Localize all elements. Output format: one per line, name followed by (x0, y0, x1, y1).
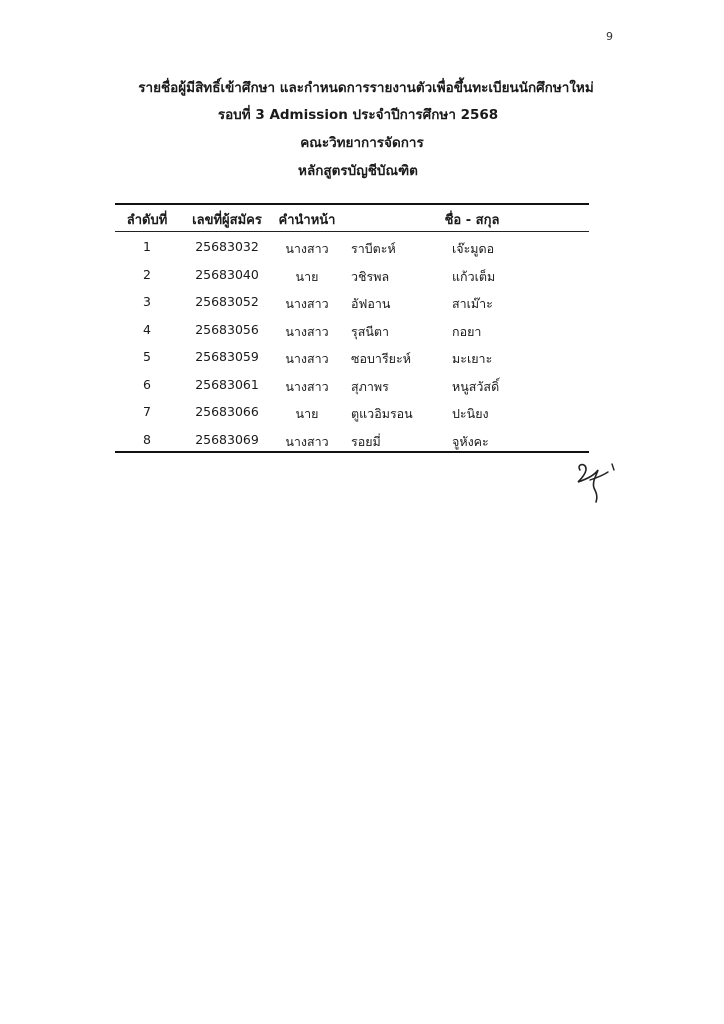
cell-applicant-no: 25683069 (195, 431, 259, 447)
table-header-rule (115, 231, 589, 232)
cell-last-name: แก้วเต็ม (452, 268, 496, 284)
cell-prefix: นาย (295, 406, 319, 421)
faculty-name: คณะวิทยาการจัดการ (300, 135, 424, 151)
cell-first-name: ซอบารียะห์ (351, 351, 411, 366)
document-title: รายชื่อผู้มีสิทธิ์เข้าศึกษา และกำหนดการรายงานตัวเพื่อขึ้นทะเบียนนักศึกษาใหม่ (138, 80, 594, 96)
table-row (115, 239, 589, 259)
cell-applicant-no: 25683059 (195, 349, 259, 364)
round-subtitle: รอบที่ 3 Admission ประจำปีการศึกษา 2568 (217, 107, 499, 123)
cell-applicant-no: 25683066 (195, 404, 259, 419)
cell-prefix: นางสาว (285, 351, 329, 366)
page-number: 9 (606, 30, 613, 43)
cell-order: 8 (143, 431, 151, 447)
cell-prefix: นางสาว (285, 433, 329, 449)
cell-order: 4 (143, 321, 151, 337)
cell-order: 2 (143, 266, 151, 282)
cell-first-name: วชิรพล (351, 268, 390, 284)
cell-first-name: รุสนีตา (351, 323, 390, 339)
cell-order: 3 (143, 294, 151, 309)
cell-applicant-no: 25683032 (195, 239, 259, 254)
cell-first-name: รอยมี่ (351, 433, 381, 449)
cell-order: 6 (143, 376, 151, 392)
cell-last-name: ปะนิยง (452, 406, 489, 421)
cell-order: 1 (143, 239, 151, 254)
cell-last-name: จูหังคะ (452, 433, 489, 449)
header-applicant-no: เลขที่ผู้สมัคร (192, 213, 262, 228)
cell-first-name: สุภาพร (351, 378, 389, 394)
cell-last-name: กอยา (452, 323, 482, 339)
cell-applicant-no: 25683052 (195, 294, 259, 309)
cell-prefix: นางสาว (285, 241, 329, 256)
cell-prefix: นาย (295, 268, 319, 284)
cell-last-name: เจ๊ะมูดอ (452, 241, 495, 256)
cell-prefix: นางสาว (285, 378, 329, 394)
cell-applicant-no: 25683061 (195, 376, 259, 392)
table-row (115, 377, 589, 397)
table-row (115, 349, 589, 369)
table-row (115, 322, 589, 342)
cell-last-name: สาเม๊าะ (452, 296, 493, 311)
cell-prefix: นางสาว (285, 323, 329, 339)
cell-applicant-no: 25683056 (195, 321, 259, 337)
header-order: ลำดับที่ (126, 213, 168, 228)
header-full-name: ชื่อ - สกุล (444, 213, 500, 228)
cell-order: 7 (143, 404, 151, 419)
cell-first-name: อัฟอาน (351, 296, 391, 311)
table-top-rule (115, 203, 589, 205)
cell-first-name: ราบีตะห์ (351, 241, 396, 256)
table-row (115, 294, 589, 314)
header-prefix: คำนำหน้า (278, 213, 336, 228)
cell-last-name: หนูสวัสดิ์ (452, 378, 500, 394)
table-row (115, 404, 589, 424)
cell-last-name: มะเยาะ (452, 351, 493, 366)
cell-order: 5 (143, 349, 151, 364)
table-row (115, 432, 589, 452)
cell-applicant-no: 25683040 (195, 266, 259, 282)
cell-first-name: ตูแวอิมรอน (351, 406, 413, 421)
program-name: หลักสูตรบัญชีบัณฑิต (298, 163, 418, 179)
table-row (115, 267, 589, 287)
cell-prefix: นางสาว (285, 296, 329, 311)
signature-mark (572, 458, 622, 508)
